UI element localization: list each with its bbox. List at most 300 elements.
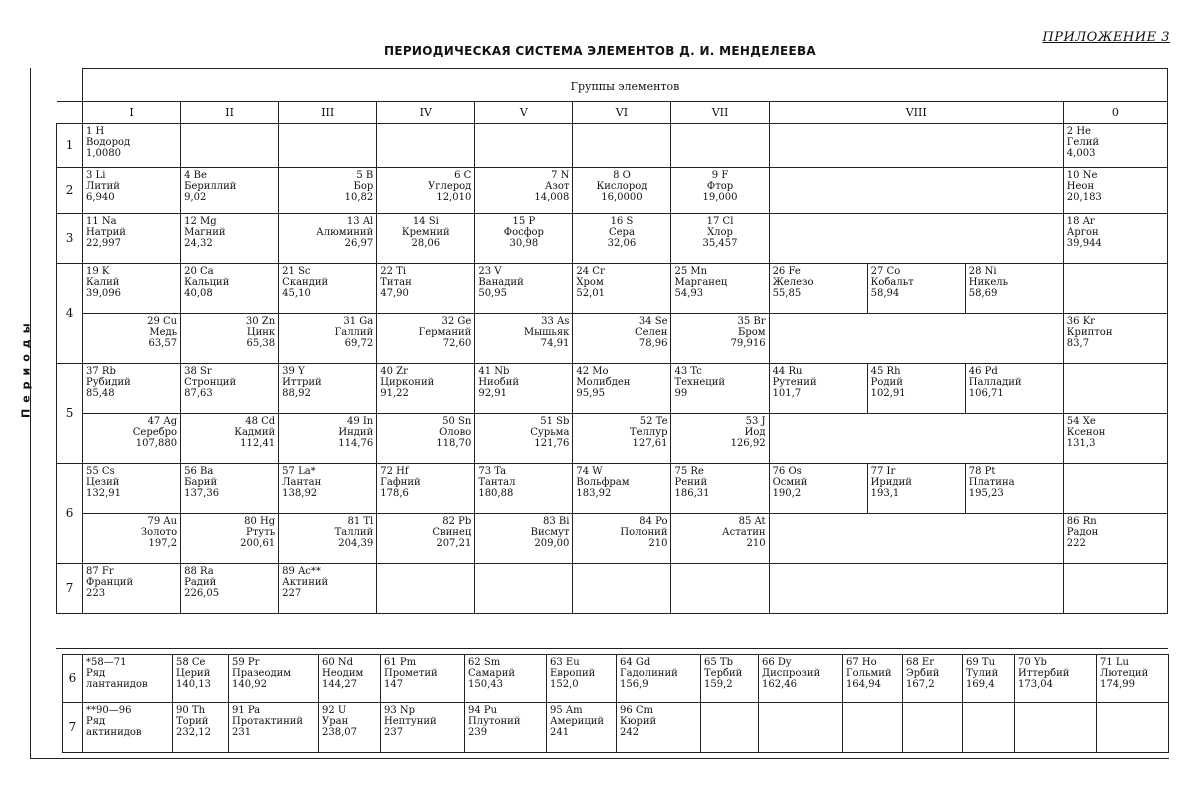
series-table [62,654,1169,753]
element-mass: 107,880 [135,438,178,449]
element-mass: 69,72 [344,338,374,349]
element-sym: 41 Nb [478,366,510,377]
element-sym: 69 Tu [966,657,996,668]
element-sym: 60 Nd [322,657,354,668]
element-sym: 79 Au [147,516,178,527]
element-name: Галлий [334,327,374,338]
element-name: Кобальт [870,277,914,288]
element-name: Сурьма [530,427,570,438]
element-name: Фтор [706,181,734,192]
element-mass: 45,10 [282,288,311,299]
element-cell [671,214,769,264]
element-cell [573,214,671,264]
element-cell [181,464,279,514]
element-mass: 159,2 [704,679,733,690]
element-mass: 26,97 [344,238,374,249]
element-name: Иридий [870,477,912,488]
element-mass: 223 [86,588,106,599]
element-name: Гадолиний [620,668,678,679]
element-mass: 209,00 [534,538,570,549]
element-sym: 9 F [711,170,729,181]
element-sym: 20 Ca [184,266,214,277]
element-cell [965,464,1063,514]
element-mass: 140,92 [232,679,267,690]
element-cell [181,514,279,564]
element-sym: 28 Ni [968,266,997,277]
element-name: Висмут [530,527,570,538]
element-sym: 5 B [356,170,374,181]
lanthanide-cell [465,655,547,703]
element-mass: 131,3 [1066,438,1096,449]
element-name: Тантал [478,477,516,488]
lanthanide-cell [1015,655,1097,703]
element-mass: 92,91 [478,388,507,399]
element-name: Хлор [707,227,733,238]
series-label: **90—96 Ряд актинидов [83,703,173,753]
element-mass: 58,94 [870,288,900,299]
element-name: Серебро [132,427,178,438]
element-cell [83,124,181,168]
element-mass: 20,183 [1066,192,1102,203]
element-sym: 84 Po [639,516,668,527]
element-cell [671,464,769,514]
period-number: 7 [63,703,83,753]
element-name: Протактиний [232,716,304,727]
element-sym: 54 Xe [1066,416,1096,427]
element-name: Медь [149,327,178,338]
lanthanide-cell [547,655,617,703]
element-sym: 43 Tc [674,366,702,377]
element-sym: 71 Lu [1100,657,1129,668]
element-mass: 180,88 [478,488,514,499]
element-sym: 15 P [512,216,536,227]
group-header: III [279,102,377,124]
element-sym: 17 Cl [706,216,734,227]
element-cell [279,414,377,464]
element-name: Золото [140,527,178,538]
element-sym: 81 Tl [347,516,374,527]
element-name: Лантан [282,477,322,488]
element-sym: 77 Ir [870,466,896,477]
period-number: 5 [57,364,83,464]
element-cell [279,168,377,214]
element-mass: 12,010 [436,192,472,203]
element-name: Рубидий [86,377,131,388]
element-mass: 152,0 [550,679,579,690]
element-sym: 37 Rb [86,366,116,377]
element-cell [769,364,867,414]
element-sym: 57 La* [282,466,316,477]
element-name: Эрбий [906,668,940,679]
element-name: Уран [322,716,349,727]
period-number: 6 [57,464,83,564]
element-sym: 94 Pu [468,705,498,716]
element-name: Натрий [86,227,126,238]
element-sym: 93 Np [384,705,416,716]
element-cell [573,464,671,514]
element-sym: 12 Mg [184,216,217,227]
element-mass: 95,95 [576,388,606,399]
element-name: Палладий [968,377,1022,388]
element-cell [475,314,573,364]
element-cell [279,514,377,564]
element-cell [671,168,769,214]
element-sym: 7 N [551,170,570,181]
group-header: IV [377,102,475,124]
element-sym: 1 H [86,126,105,137]
element-name: Марганец [674,277,728,288]
element-name: Неодим [322,668,364,679]
page-title: ПЕРИОДИЧЕСКАЯ СИСТЕМА ЭЛЕМЕНТОВ Д. И. МЕНДЕЛЕЕВА [384,44,816,58]
element-mass: 39,096 [86,288,122,299]
element-cell [377,364,475,414]
lanthanide-cell [843,655,903,703]
element-mass: 9,02 [184,192,207,203]
element-name: Ванадий [478,277,524,288]
element-sym: 39 Y [282,366,305,377]
element-cell [573,414,671,464]
element-sym: 19 K [86,266,110,277]
element-sym: 30 Zn [245,316,276,327]
element-name: Тербий [704,668,743,679]
element-sym: 68 Er [906,657,934,668]
lanthanide-cell [759,655,843,703]
element-name: Нептуний [384,716,437,727]
element-sym: 53 J [745,416,766,427]
element-name: Литий [86,181,120,192]
group-header: VI [573,102,671,124]
element-name: Таллий [334,527,374,538]
actinide-cell [381,703,465,753]
element-mass: 183,92 [576,488,612,499]
element-name: Никель [968,277,1009,288]
group-header: V [475,102,573,124]
element-sym: 33 As [541,316,570,327]
element-name: Празеодим [232,668,292,679]
element-name: Рутений [772,377,817,388]
element-sym: 2 He [1066,126,1091,137]
element-mass: 210 [746,538,766,549]
element-name: Аргон [1066,227,1099,238]
element-cell [769,264,867,314]
element-sym: 92 U [322,705,347,716]
element-cell [573,514,671,564]
element-cell [181,564,279,614]
series-divider [56,648,1168,649]
element-sym: 95 Am [550,705,583,716]
element-mass: 239 [468,727,488,738]
element-name: Свинец [432,527,472,538]
element-name: Теллур [629,427,668,438]
appendix-label: ПРИЛОЖЕНИЕ 3 [1042,30,1170,45]
element-sym: 24 Cr [576,266,605,277]
lanthanide-cell [617,655,701,703]
element-name: Лютеций [1100,668,1149,679]
element-cell [181,414,279,464]
element-sym: 70 Yb [1018,657,1047,668]
element-name: Тулий [966,668,999,679]
element-mass: 4,003 [1066,148,1096,159]
element-cell [475,264,573,314]
groups-title: Группы элементов [83,69,1168,102]
element-name: Железо [772,277,814,288]
element-cell [279,464,377,514]
element-name: Алюминий [316,227,374,238]
element-sym: 50 Sn [442,416,472,427]
element-cell [1063,168,1167,214]
element-name: Титан [380,277,412,288]
element-mass: 147 [384,679,404,690]
element-mass: 24,32 [184,238,213,249]
element-mass: 63,57 [148,338,178,349]
element-name: Цезий [86,477,120,488]
element-mass: 54,93 [674,288,704,299]
element-name: Технеций [674,377,726,388]
element-cell [279,314,377,364]
element-mass: 127,61 [632,438,668,449]
group-header: VIII [769,102,1063,124]
element-sym: 40 Zr [380,366,408,377]
element-sym: 82 Pb [442,516,472,527]
element-sym: 22 Ti [380,266,407,277]
element-name: Иттербий [1018,668,1070,679]
element-name: Церий [176,668,211,679]
period-number: 1 [57,124,83,168]
element-cell [475,168,573,214]
element-cell [83,214,181,264]
series-label: *58—71 Ряд лантанидов [83,655,173,703]
element-sym: 80 Hg [244,516,276,527]
element-mass: 6,940 [86,192,115,203]
element-mass: 55,85 [772,288,802,299]
element-sym: 27 Co [870,266,901,277]
element-mass: 222 [1066,538,1086,549]
element-mass: 85,48 [86,388,115,399]
element-mass: 186,31 [674,488,710,499]
element-name: Иттрий [282,377,322,388]
element-sym: 23 V [478,266,502,277]
element-name: Европий [550,668,596,679]
element-sym: 35 Br [737,316,766,327]
element-sym: 10 Ne [1066,170,1098,181]
element-cell [181,364,279,414]
element-cell [181,214,279,264]
element-mass: 237 [384,727,404,738]
element-sym: 32 Ge [441,316,472,327]
element-name: Гольмий [846,668,892,679]
element-cell [181,264,279,314]
element-name: Актиний [282,577,329,588]
element-name: Бром [738,327,766,338]
group-header: II [181,102,279,124]
period-number: 3 [57,214,83,264]
element-sym: 46 Pd [968,366,998,377]
element-sym: 48 Cd [245,416,276,427]
element-mass: 190,2 [772,488,802,499]
element-name: Радий [184,577,217,588]
element-mass: 156,9 [620,679,649,690]
element-sym: 89 Ac** [282,566,321,577]
element-mass: 132,91 [86,488,122,499]
element-mass: 58,69 [968,288,998,299]
element-mass: 52,01 [576,288,606,299]
element-name: Америций [550,716,605,727]
lanthanide-cell [963,655,1015,703]
periodic-table [56,68,1168,614]
element-sym: 55 Cs [86,466,115,477]
actinide-cell [229,703,319,753]
element-sym: 13 Al [346,216,374,227]
element-sym: 42 Mo [576,366,609,377]
element-cell [573,264,671,314]
element-cell [377,414,475,464]
element-sym: 85 At [738,516,766,527]
element-cell [83,364,181,414]
element-cell [279,214,377,264]
element-sym: 72 Hf [380,466,409,477]
element-name: Самарий [468,668,516,679]
element-sym: 45 Rh [870,366,901,377]
element-mass: 106,71 [968,388,1004,399]
element-mass: 173,04 [1018,679,1053,690]
element-mass: 39,944 [1066,238,1102,249]
element-mass: 227 [282,588,302,599]
element-sym: 88 Ra [184,566,214,577]
element-name: Астатин [722,527,766,538]
element-sym: 8 O [613,170,631,181]
element-mass: 28,06 [411,238,441,249]
element-sym: 62 Sm [468,657,501,668]
element-sym: 63 Eu [550,657,580,668]
element-name: Сера [608,227,635,238]
element-mass: 144,27 [322,679,357,690]
element-name: Кремний [401,227,450,238]
element-mass: 241 [550,727,570,738]
element-sym: 73 Ta [478,466,507,477]
element-mass: 102,91 [870,388,906,399]
element-sym: 75 Re [674,466,704,477]
element-sym: 67 Ho [846,657,877,668]
element-name: Франций [86,577,134,588]
element-mass: 242 [620,727,640,738]
element-sym: 66 Dy [762,657,792,668]
element-sym: 51 Sb [540,416,570,427]
element-name: Мышьяк [523,327,570,338]
element-sym: 76 Os [772,466,802,477]
actinide-row [63,703,1169,753]
actinide-cell [173,703,229,753]
element-mass: 162,46 [762,679,797,690]
element-name: Барий [184,477,218,488]
element-cell [475,414,573,464]
element-name: Индий [338,427,374,438]
element-mass: 200,61 [240,538,276,549]
element-cell [83,514,181,564]
element-mass: 174,99 [1100,679,1135,690]
element-mass: 72,60 [442,338,472,349]
element-mass: 101,7 [772,388,802,399]
element-mass: 32,06 [607,238,637,249]
element-cell [867,464,965,514]
element-cell [377,264,475,314]
element-name: Скандий [282,277,329,288]
element-cell [573,168,671,214]
period-number: 4 [57,264,83,364]
element-cell [671,264,769,314]
period-number: 6 [63,655,83,703]
element-mass: 1,0080 [86,148,122,159]
element-mass: 210 [648,538,668,549]
element-name: Молибден [576,377,631,388]
element-mass: 126,92 [730,438,766,449]
element-mass: 91,22 [380,388,409,399]
element-mass: 35,457 [702,238,738,249]
element-sym: 49 In [346,416,374,427]
element-name: Ксенон [1066,427,1106,438]
element-sym: 16 S [610,216,634,227]
element-mass: 19,000 [702,192,738,203]
element-name: Иод [744,427,766,438]
element-mass: 65,38 [246,338,276,349]
element-sym: 34 Se [638,316,668,327]
group-header: I [83,102,181,124]
element-name: Кадмий [234,427,276,438]
element-mass: 150,43 [468,679,503,690]
element-cell [83,414,181,464]
element-name: Ртуть [246,527,276,538]
element-cell [475,514,573,564]
element-cell [1063,314,1167,364]
element-mass: 30,98 [509,238,539,249]
element-name: Хром [576,277,604,288]
element-mass: 195,23 [968,488,1004,499]
element-sym: 31 Ga [343,316,374,327]
element-mass: 112,41 [240,438,276,449]
element-sym: 87 Fr [86,566,114,577]
element-name: Олово [439,427,472,438]
element-cell [965,264,1063,314]
actinide-cell [547,703,617,753]
element-cell [83,314,181,364]
element-sym: 91 Pa [232,705,261,716]
element-mass: 238,07 [322,727,357,738]
element-mass: 22,997 [86,238,122,249]
lanthanide-cell [701,655,759,703]
element-mass: 138,92 [282,488,318,499]
element-sym: 4 Be [184,170,207,181]
element-sym: 78 Pt [968,466,996,477]
element-name: Цинк [246,327,276,338]
element-cell [573,364,671,414]
element-cell [475,464,573,514]
lanthanide-row [63,655,1169,703]
element-mass: 137,36 [184,488,220,499]
element-name: Прометий [384,668,438,679]
element-sym: 65 Tb [704,657,733,668]
element-sym: 83 Bi [542,516,570,527]
element-mass: 226,05 [184,588,220,599]
element-cell [279,564,377,614]
element-mass: 178,6 [380,488,409,499]
element-name: Рений [674,477,708,488]
element-name: Бериллий [184,181,237,192]
element-name: Гелий [1066,137,1100,148]
actinide-cell [465,703,547,753]
element-mass: 204,39 [338,538,374,549]
element-cell [279,364,377,414]
element-name: Стронций [184,377,237,388]
element-sym: 21 Sc [282,266,311,277]
